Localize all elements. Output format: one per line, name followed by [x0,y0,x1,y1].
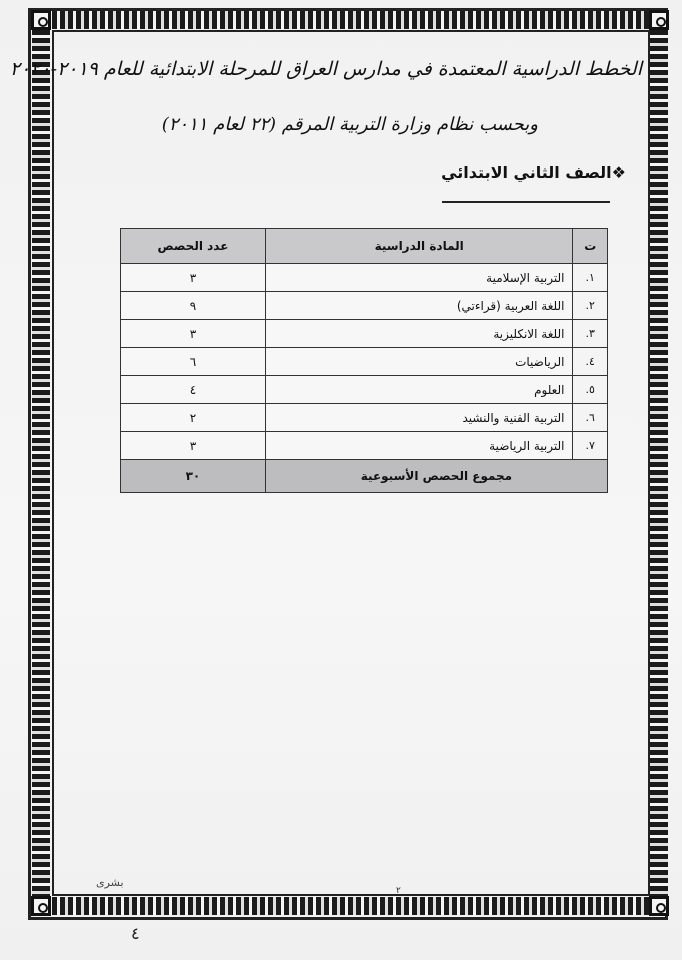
header-subject: المادة الدراسية [265,229,573,264]
header-number: ت [573,229,608,264]
corner-ornament-top-right [649,10,669,30]
row-periods: ٢ [121,404,266,432]
table-row [121,292,608,320]
table-row [121,376,608,404]
table-total-row [121,460,608,493]
row-subject: اللغة الانكليزية [265,320,573,348]
row-periods: ٣ [121,264,266,292]
decorative-border-right [650,30,668,896]
row-number: ٥. [573,376,608,404]
table-row [121,404,608,432]
corner-ornament-top-left [31,10,51,30]
row-subject: اللغة العربية (قراءتي) [265,292,573,320]
row-subject: التربية الإسلامية [265,264,573,292]
row-number: ٣. [573,320,608,348]
table-row [121,348,608,376]
study-plan-table [120,228,608,493]
row-subject: التربية الرياضية [265,432,573,460]
row-subject: التربية الفنية والنشيد [265,404,573,432]
table-row [121,320,608,348]
table-header-row [121,229,608,264]
row-number: ٤. [573,348,608,376]
corner-ornament-bottom-left [31,896,51,916]
page-number: ٤ [131,924,140,943]
row-number: ٢. [573,292,608,320]
row-periods: ٦ [121,348,266,376]
document-title: الخطط الدراسية المعتمدة في مدارس العراق للمرحلة الابتدائية للعام ٢٠١٩-٢٠٢٠ [9,58,642,80]
total-label: مجموع الحصص الأسبوعية [265,460,607,493]
document-subtitle: وبحسب نظام وزارة التربية المرقم (٢٢ لعام ٢٠١١) [161,114,538,135]
header-periods: عدد الحصص [121,229,266,264]
signature-text: بشرى [96,876,124,889]
table-row [121,432,608,460]
grade-heading: ❖الصف الثاني الابتدائي [441,163,626,182]
corner-ornament-bottom-right [649,896,669,916]
row-subject: العلوم [265,376,573,404]
table-row [121,264,608,292]
total-value: ٣٠ [121,460,266,493]
decorative-border-bottom [52,897,650,915]
grade-underline [442,201,610,203]
row-number: ١. [573,264,608,292]
inner-page-number: ٢ [396,886,401,896]
row-number: ٧. [573,432,608,460]
row-periods: ٣ [121,432,266,460]
row-periods: ٣ [121,320,266,348]
decorative-border-top [52,11,650,29]
row-number: ٦. [573,404,608,432]
row-periods: ٤ [121,376,266,404]
decorative-border-left [32,30,50,896]
row-subject: الرياضيات [265,348,573,376]
row-periods: ٩ [121,292,266,320]
